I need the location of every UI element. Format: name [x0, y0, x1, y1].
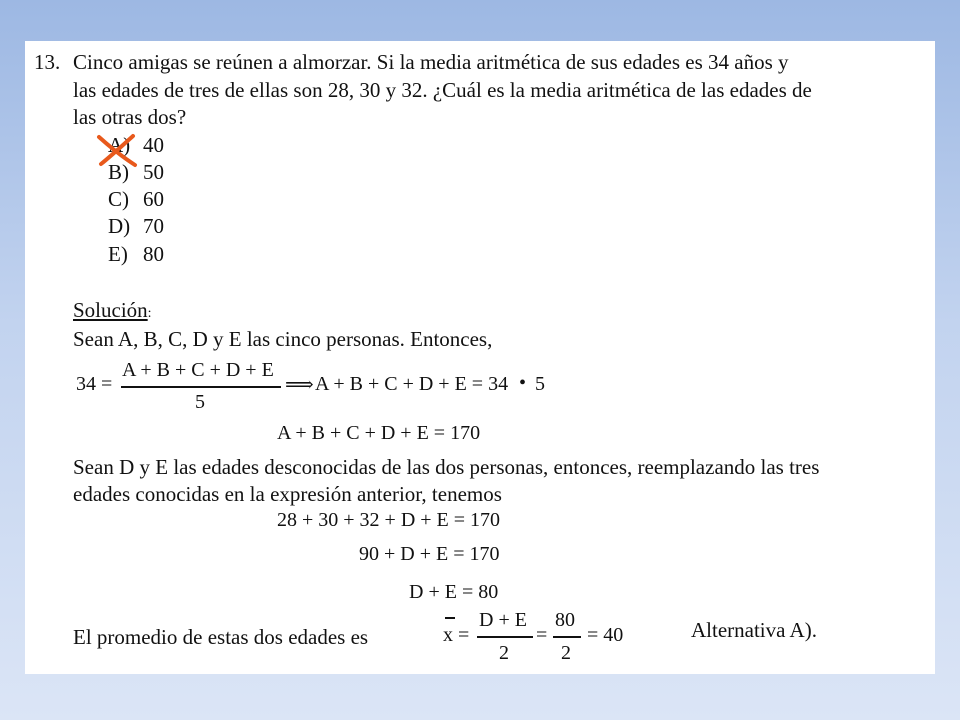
implies-arrow-icon: ⟹ [285, 374, 314, 396]
option-a-letter: A) [108, 133, 131, 157]
solution-heading [73, 297, 152, 327]
option-e-value: 80 [143, 242, 164, 266]
option-d-value: 70 [143, 214, 164, 238]
mean-bar-icon [445, 617, 455, 619]
eq5: D + E = 80 [409, 581, 499, 603]
option-b-letter: B) [108, 160, 129, 184]
eq4: 90 + D + E = 170 [359, 543, 500, 565]
final-numerator-2: 80 [555, 609, 575, 631]
option-d-letter: D) [108, 214, 131, 238]
multiplication-dot-icon: • [519, 372, 527, 394]
option-c-letter: C) [108, 187, 129, 211]
eq2: A + B + C + D + E = 170 [277, 422, 481, 444]
mean-x-symbol: x = [443, 624, 470, 646]
question-line-3: las otras dos? [73, 105, 187, 129]
eq1-fraction-bar [121, 386, 281, 388]
final-result: = 40 [587, 624, 624, 646]
option-e-letter: E) [108, 242, 128, 266]
eq1-numerator: A + B + C + D + E [122, 359, 274, 381]
final-fraction-bar-1 [477, 636, 533, 638]
slide-page [25, 41, 935, 674]
eq1-denominator: 5 [195, 391, 205, 413]
final-denominator-2: 2 [561, 642, 571, 664]
solution-heading-text: Solución [73, 298, 148, 322]
eq3: 28 + 30 + 32 + D + E = 170 [277, 509, 501, 531]
question-number: 13. [34, 50, 61, 74]
final-numerator-1: D + E [479, 609, 527, 631]
final-equals: = [536, 624, 548, 646]
eq1-lhs: 34 = [76, 373, 113, 395]
option-c-value: 60 [143, 187, 164, 211]
option-b-value: 50 [143, 160, 164, 184]
cross-mark-icon [95, 132, 139, 168]
eq1-rhs-factor: 5 [535, 373, 545, 395]
question-line-1: Cinco amigas se reúnen a almorzar. Si la media aritmética de sus edades es 34 años y [73, 50, 789, 74]
final-denominator-1: 2 [499, 642, 509, 664]
question-line-2: las edades de tres de ellas son 28, 30 y 32. ¿Cuál es la media aritmética de las edades de [73, 78, 812, 102]
eq1-rhs: A + B + C + D + E = 34 [315, 373, 509, 395]
final-text: El promedio de estas dos edades es [73, 625, 369, 649]
solution-intro: Sean A, B, C, D y E las cinco personas. Entonces, [73, 327, 493, 351]
final-fraction-bar-2 [553, 636, 581, 638]
answer-alternative: Alternativa A). [691, 618, 817, 642]
solution-heading-colon: : [147, 306, 152, 321]
solution-para2-line1: Sean D y E las edades desconocidas de las dos personas, entonces, reemplazando las tres [73, 455, 820, 479]
solution-para2-line2: edades conocidas en la expresión anterior, tenemos [73, 482, 502, 506]
option-a-value: 40 [143, 133, 164, 157]
